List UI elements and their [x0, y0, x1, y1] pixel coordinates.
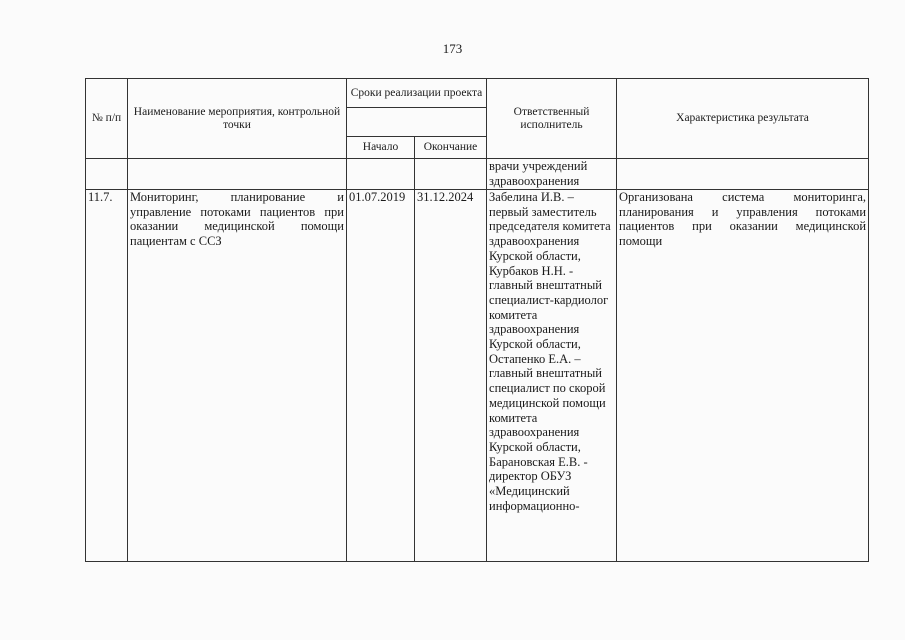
header-start: Начало	[347, 137, 415, 159]
header-name: Наименование мероприятия, контрольной точки	[128, 79, 347, 159]
table-row	[86, 159, 869, 190]
row-num-cell	[86, 159, 128, 190]
header-terms-spacer	[347, 108, 487, 137]
row-start-cell	[347, 159, 415, 190]
row-start-cell: 01.07.2019	[347, 190, 415, 562]
header-num: № п/п	[86, 79, 128, 159]
row-end-cell	[415, 159, 487, 190]
row-num-cell: 11.7.	[86, 190, 128, 562]
table-row	[86, 190, 869, 562]
activities-table	[85, 78, 869, 562]
row-end-cell: 31.12.2024	[415, 190, 487, 562]
row-name-cell: Мониторинг, планирование и управление потоками пациентов при оказании медицинской помощи пациентам с ССЗ	[128, 190, 347, 562]
row-name-cell	[128, 159, 347, 190]
row-result-cell: Организована система мониторинга, планирования и управления потоками пациентов при оказании медицинской помощи	[617, 190, 869, 562]
header-end: Окончание	[415, 137, 487, 159]
header-terms: Сроки реализации проекта	[347, 79, 487, 108]
header-responsible: Ответственный исполнитель	[487, 79, 617, 159]
header-result: Характеристика результата	[617, 79, 869, 159]
row-responsible-cell: врачи учреждений здравоохранения	[487, 159, 617, 190]
row-responsible-cell: Забелина И.В. – первый заместитель председателя комитета здравоохранения Курской области, Курбаков Н.Н. - главный внештатный специалист-кардиолог комитета здравоохранения Курской области, Остапенко Е.А. – главный внештатный специалист по скорой медицинской помощи комитета здравоохранения Курской области, Барановская Е.В. - директор ОБУЗ «Медицинский информационно-	[487, 190, 617, 562]
page-number: 173	[442, 41, 463, 56]
row-result-cell	[617, 159, 869, 190]
